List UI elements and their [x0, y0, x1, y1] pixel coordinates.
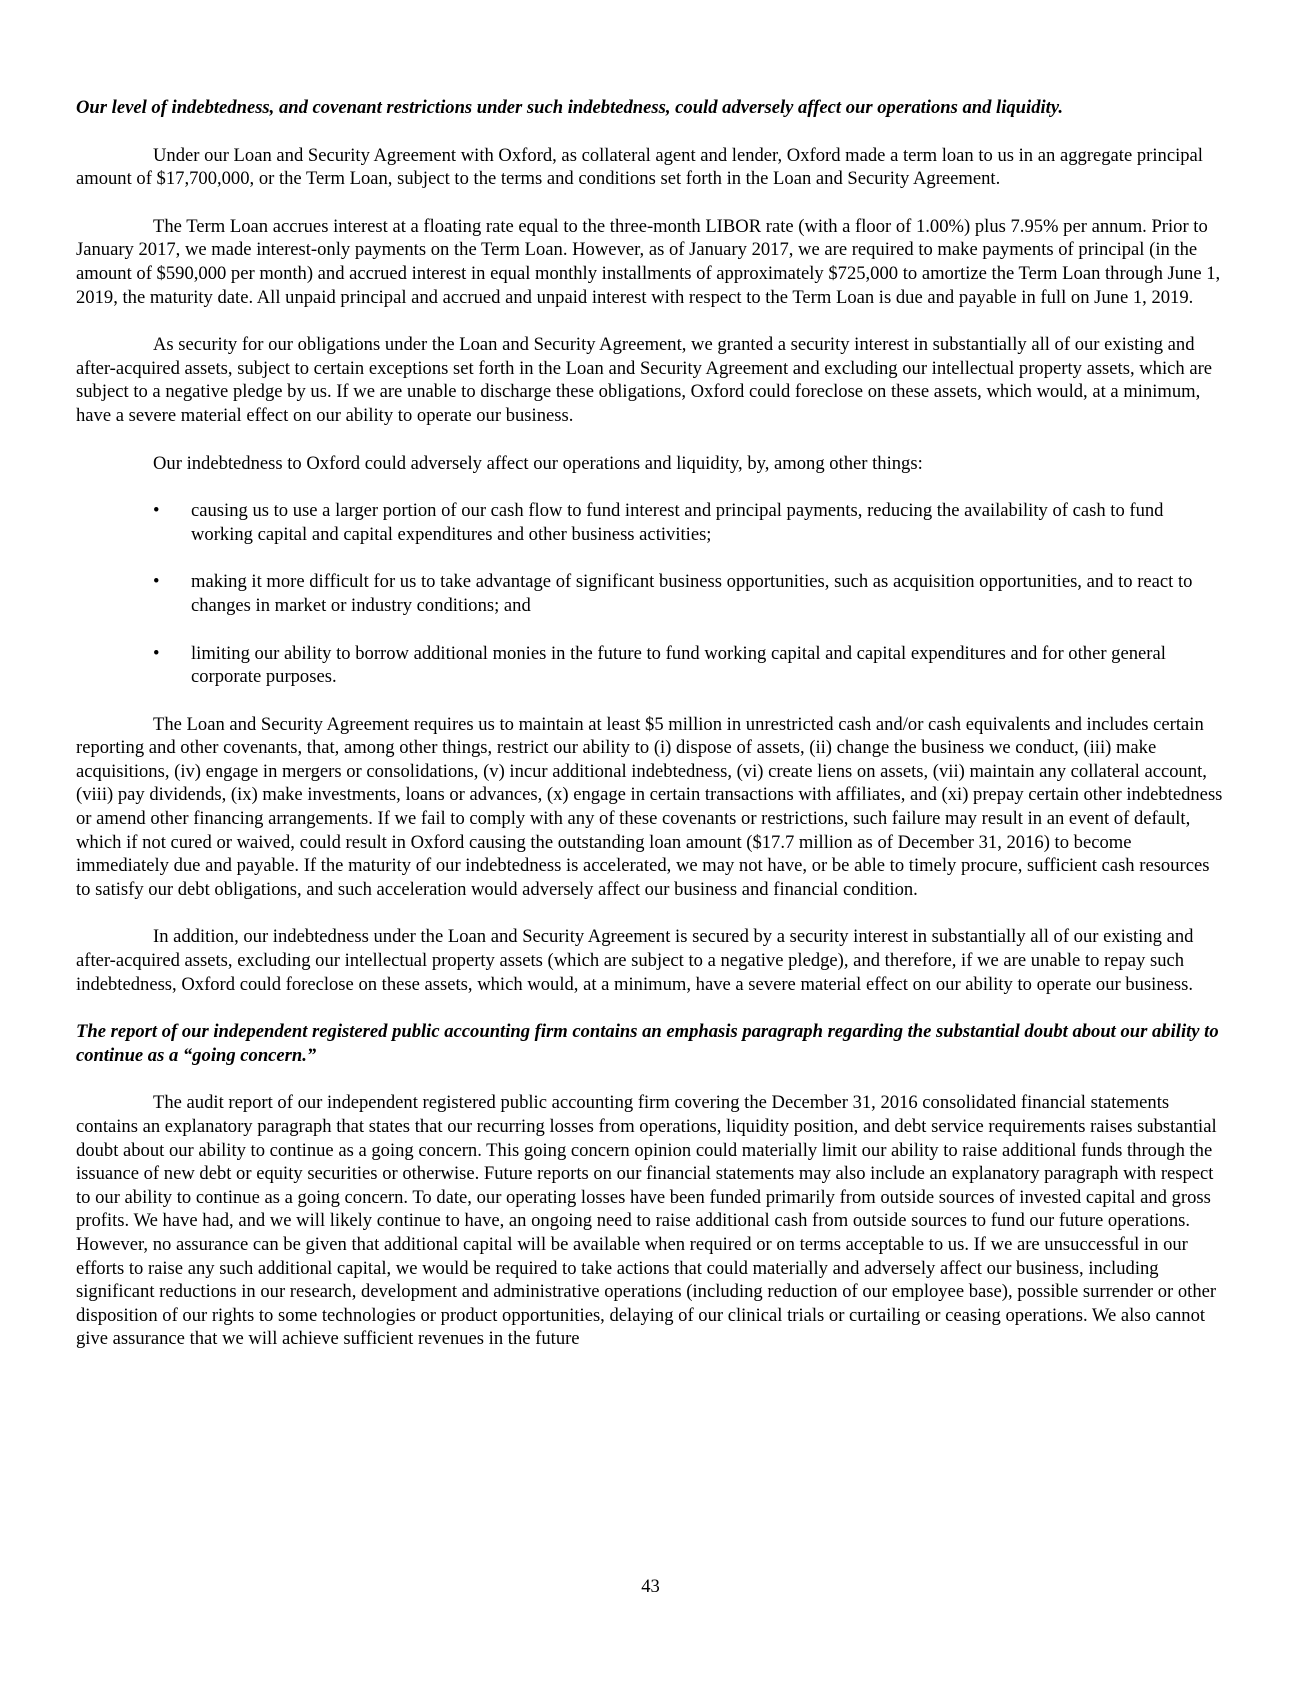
- paragraph-covenants: The Loan and Security Agreement requires us to maintain at least $5 million in unrestricted cash and/or cash equivalents and includes certain reporting and other covenants, that, among other things, restrict our ability to (i) dispose of assets, (ii) change the business we conduct, (iii) make acquisitions, (iv) engage in mergers or consolidations, (v) incur additional indebtedness, (vi) create liens on assets, (vii) maintain any collateral account, (viii) pay dividends, (ix) make investments, loans or advances, (x) engage in certain transactions with affiliates, and (xi) prepay certain other indebtedness or amend other financing arrangements. If we fail to comply with any of these covenants or restrictions, such failure may result in an event of default, which if not cured or waived, could result in Oxford causing the outstanding loan amount ($17.7 million as of December 31, 2016) to become immediately due and payable. If the maturity of our indebtedness is accelerated, we may not have, or be able to timely procure, sufficient cash resources to satisfy our debt obligations, and such acceleration would adversely affect our business and financial condition.: [76, 713, 1223, 900]
- document-page: [76, 96, 1226, 1351]
- list-item-text: causing us to use a larger portion of our cash flow to fund interest and principal payments, reducing the availability of cash to fund working capital and capital expenditures and other business activities;: [191, 500, 1164, 545]
- bullet-icon: •: [153, 500, 160, 522]
- paragraph-security-interest: As security for our obligations under the Loan and Security Agreement, we granted a security interest in substantially all of our existing and after-acquired assets, subject to certain exceptions set forth in the Loan and Security Agreement and excluding our intellectual property assets, which are subject to a negative pledge by us. If we are unable to discharge these obligations, Oxford could foreclose on these assets, which would, at a minimum, have a severe material effect on our ability to operate our business.: [76, 334, 1213, 426]
- bullet-list: [76, 499, 1226, 689]
- section-heading-indebtedness: Our level of indebtedness, and covenant restrictions under such indebtedness, could adversely affect our operations and liquidity.: [76, 97, 1064, 118]
- list-item-text: limiting our ability to borrow additional monies in the future to fund working capital and capital expenditures and for other general corporate purposes.: [191, 642, 1166, 688]
- paragraph-bullets-intro: Our indebtedness to Oxford could adversely affect our operations and liquidity, by, among other things:: [153, 452, 923, 474]
- page-number: 43: [641, 1576, 660, 1597]
- bullet-icon: •: [153, 571, 160, 593]
- paragraph-secured-indebtedness: In addition, our indebtedness under the Loan and Security Agreement is secured by a security interest in substantially all of our existing and after-acquired assets, excluding our intellectual property assets (which are subject to a negative pledge), and therefore, if we are unable to repay such indebtedness, Oxford could foreclose on these assets, which would, at a minimum, have a severe material effect on our ability to operate our business.: [76, 926, 1194, 995]
- bullet-icon: •: [153, 642, 160, 664]
- list-item: [76, 499, 1226, 546]
- list-item: [76, 642, 1226, 689]
- paragraph-audit-report: The audit report of our independent registered public accounting firm covering the December 31, 2016 consolidated financial statements contains an explanatory paragraph that states that our recurring losses from operations, liquidity position, and debt service requirements raises substantial doubt about our ability to continue as a going concern. This going concern opinion could materially limit our ability to raise additional funds through the issuance of new debt or equity securities or otherwise. Future reports on our financial statements may also include an explanatory paragraph with respect to our ability to continue as a going concern. To date, our operating losses have been funded primarily from outside sources of invested capital and gross profits. We have had, and we will likely continue to have, an ongoing need to raise additional cash from outside sources to fund our future operations. However, no assurance can be given that additional capital will be available when required or on terms acceptable to us. If we are unsuccessful in our efforts to raise any such additional capital, we would be required to take actions that could materially and adversely affect our business, including significant reductions in our research, development and administrative operations (including reduction of our employee base), possible surrender or other disposition of our rights to some technologies or product opportunities, delaying of our clinical trials or curtailing or ceasing operations. We also cannot give assurance that we will achieve sufficient revenues in the future: [76, 1092, 1217, 1350]
- section-heading-going-concern: The report of our independent registered public accounting firm contains an emphasis paragraph regarding the substantial doubt about our ability to continue as a “going concern.”: [76, 1021, 1219, 1066]
- list-item-text: making it more difficult for us to take advantage of significant business opportunities, such as acquisition opportunities, and to react to changes in market or industry conditions; and: [191, 571, 1193, 616]
- paragraph-loan-agreement: Under our Loan and Security Agreement with Oxford, as collateral agent and lender, Oxford made a term loan to us in an aggregate principal amount of $17,700,000, or the Term Loan, subject to the terms and conditions set forth in the Loan and Security Agreement.: [76, 144, 1203, 190]
- paragraph-term-loan-interest: The Term Loan accrues interest at a floating rate equal to the three-month LIBOR rate (with a floor of 1.00%) plus 7.95% per annum. Prior to January 2017, we made interest-only payments on the Term Loan. However, as of January 2017, we are required to make payments of principal (in the amount of $590,000 per month) and accrued interest in equal monthly installments of approximately $725,000 to amortize the Term Loan through June 1, 2019, the maturity date. All unpaid principal and accrued and unpaid interest with respect to the Term Loan is due and payable in full on June 1, 2019.: [76, 215, 1221, 308]
- list-item: [76, 570, 1226, 617]
